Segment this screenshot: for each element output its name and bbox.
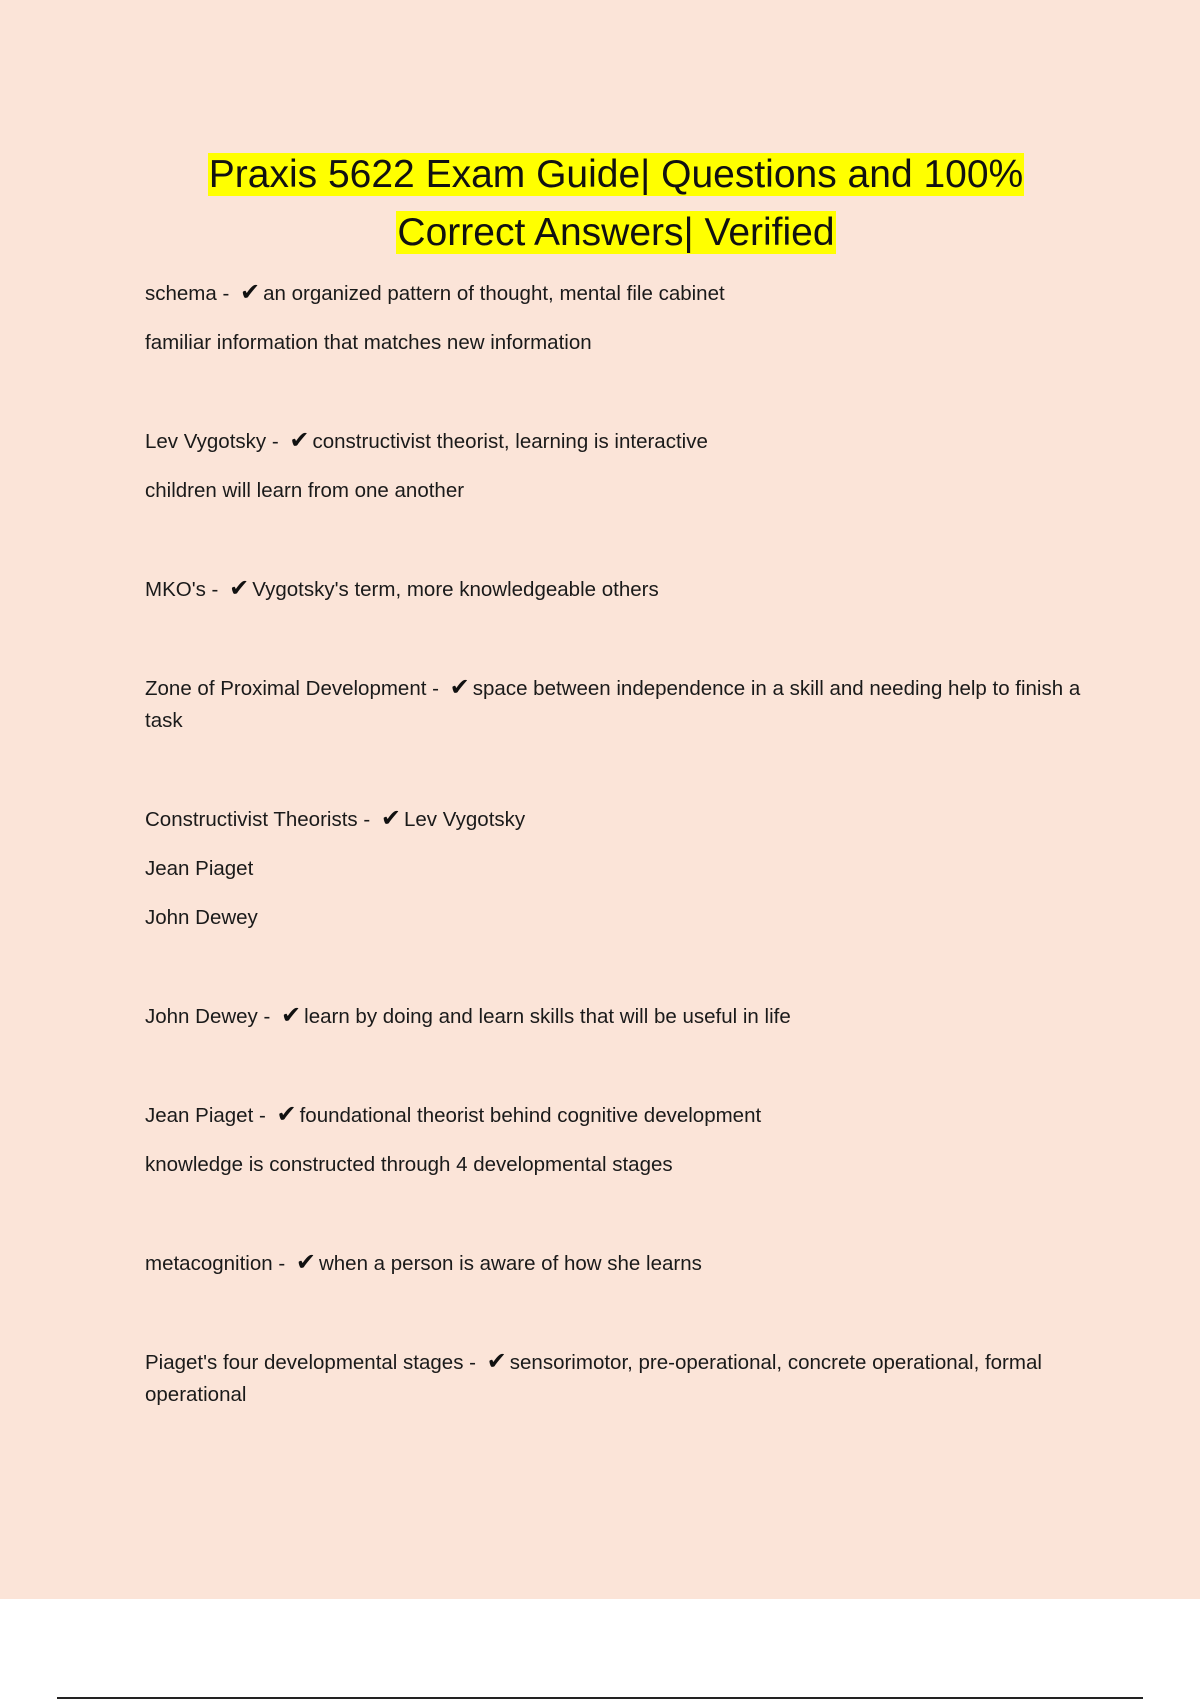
check-mark-icon: ✔ xyxy=(289,426,310,454)
qa-term: MKO's xyxy=(145,578,206,601)
qa-separator: - xyxy=(216,282,235,305)
qa-answer-continuation: familiar information that matches new information xyxy=(145,331,592,354)
qa-answer-continuation: knowledge is constructed through 4 developmental stages xyxy=(145,1153,673,1176)
qa-answer: sensorimotor, pre-operational, concrete operational, formal operational xyxy=(145,1351,1042,1406)
entry-spacer xyxy=(145,754,1095,804)
qa-entry-line xyxy=(145,1248,1095,1280)
qa-entry xyxy=(145,673,1095,737)
check-mark-icon: ✔ xyxy=(240,278,261,306)
qa-entry xyxy=(145,426,1095,507)
qa-answer: Lev Vygotsky xyxy=(404,808,526,831)
qa-entry-line xyxy=(145,1100,1095,1132)
qa-answer: foundational theorist behind cognitive development xyxy=(299,1104,762,1127)
qa-answer: when a person is aware of how she learns xyxy=(318,1252,702,1275)
entry-spacer xyxy=(145,951,1095,1001)
qa-separator: - xyxy=(205,578,225,601)
qa-entry-line xyxy=(145,673,1095,737)
qa-term: Constructivist Theorists xyxy=(145,808,358,831)
qa-separator: - xyxy=(272,1252,291,1275)
qa-entry xyxy=(145,1100,1095,1181)
qa-term: Zone of Proximal Development xyxy=(145,677,427,700)
qa-answer-continuation: Jean Piaget xyxy=(145,857,254,880)
qa-list xyxy=(145,278,1095,1428)
qa-answer: Vygotsky's term, more knowledgeable others xyxy=(252,578,659,601)
qa-separator: - xyxy=(253,1104,272,1127)
qa-answer-continuation: John Dewey xyxy=(145,906,258,929)
qa-entry-line xyxy=(145,804,1095,836)
qa-term: John Dewey xyxy=(145,1005,258,1028)
check-mark-icon: ✔ xyxy=(281,1001,302,1029)
qa-entry xyxy=(145,1248,1095,1280)
qa-entry-line xyxy=(145,278,1095,310)
check-mark-icon: ✔ xyxy=(486,1347,507,1375)
qa-entry-line xyxy=(145,574,1095,606)
title-line-1: Praxis 5622 Exam Guide| Questions and 100% xyxy=(208,153,1024,196)
check-mark-icon: ✔ xyxy=(295,1248,316,1276)
qa-term: metacognition xyxy=(145,1252,273,1275)
qa-separator: - xyxy=(357,808,376,831)
entry-spacer xyxy=(145,623,1095,673)
footer-divider xyxy=(57,1697,1143,1699)
qa-entry xyxy=(145,1001,1095,1033)
qa-answer: learn by doing and learn skills that will be useful in life xyxy=(304,1005,791,1028)
qa-separator: - xyxy=(426,677,445,700)
check-mark-icon: ✔ xyxy=(276,1100,297,1128)
qa-answer-continuation: children will learn from one another xyxy=(145,479,465,502)
qa-entry xyxy=(145,278,1095,359)
entry-spacer xyxy=(145,1297,1095,1347)
check-mark-icon: ✔ xyxy=(380,804,401,832)
check-mark-icon: ✔ xyxy=(449,673,470,701)
qa-answer: an organized pattern of thought, mental file cabinet xyxy=(263,282,725,305)
qa-term: Piaget's four developmental stages xyxy=(145,1351,464,1374)
document-title xyxy=(0,146,1200,262)
qa-term: Jean Piaget xyxy=(145,1104,254,1127)
qa-entry xyxy=(145,804,1095,934)
qa-term: Lev Vygotsky xyxy=(145,430,267,453)
qa-answer: space between independence in a skill and needing help to finish a task xyxy=(145,677,1081,732)
qa-separator: - xyxy=(257,1005,277,1028)
qa-entry-line xyxy=(145,1347,1095,1411)
qa-entry xyxy=(145,574,1095,606)
title-line-2: Correct Answers| Verified xyxy=(397,211,835,254)
qa-separator: - xyxy=(463,1351,482,1374)
qa-entry xyxy=(145,1347,1095,1411)
qa-term: schema xyxy=(145,282,217,305)
entry-spacer xyxy=(145,1050,1095,1100)
qa-separator: - xyxy=(266,430,285,453)
entry-spacer xyxy=(145,376,1095,426)
qa-entry-line xyxy=(145,426,1095,458)
entry-spacer xyxy=(145,524,1095,574)
qa-entry-line xyxy=(145,1001,1095,1033)
check-mark-icon: ✔ xyxy=(229,574,250,602)
qa-answer: constructivist theorist, learning is interactive xyxy=(312,430,708,453)
entry-spacer xyxy=(145,1198,1095,1248)
